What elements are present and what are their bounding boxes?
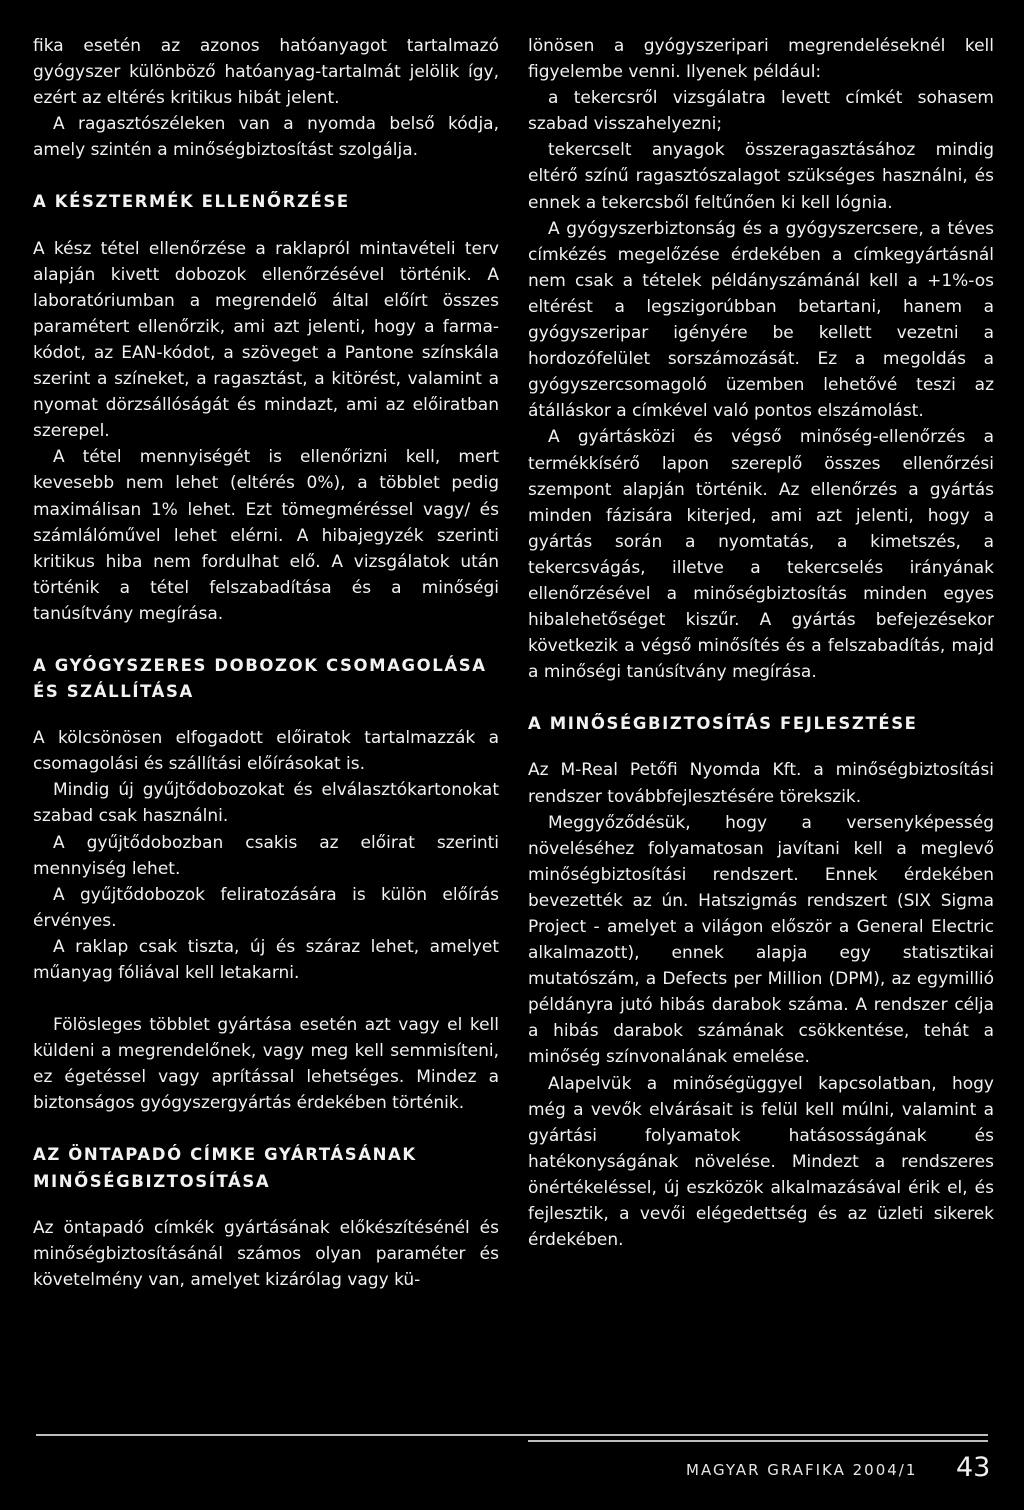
section-heading-packaging — [33, 653, 499, 705]
page-number: 43 — [956, 1452, 991, 1483]
paragraph: Mindig új gyűjtődobozokat és elválasztókartonokat szabad csak használni. — [33, 780, 499, 827]
paragraph: A gyűjtődobozban csakis az előirat szerinti mennyiség lehet. — [33, 832, 499, 879]
journal-name: MAGYAR GRAFIKA 2004/1 — [686, 1461, 918, 1479]
paragraph: lönösen a gyógyszeripari megrendeléseknél kell figyelembe venni. Ilyenek például: — [528, 36, 994, 83]
paragraph: tekercselt anyagok összeragasztásához mindig eltérő színű ragasztószalagot szükséges használni, és ennek a tekercsből feltűnően ki kell lógnia. — [528, 140, 994, 213]
heading-line: MINŐSÉGBIZTOSÍTÁSA — [33, 1171, 271, 1191]
section-heading-finished-product: A KÉSZTERMÉK ELLENŐRZÉSE — [33, 192, 350, 212]
paragraph: Az M-Real Petőfi Nyomda Kft. a minőségbiztosítási rendszer továbbfejlesztésére törekszik. — [528, 760, 994, 807]
paragraph: Fölösleges többlet gyártása esetén azt vagy el kell küldeni a megrendelőnek, vagy meg kell semmisíteni, ez égetéssel vagy aprítással lehetséges. Mindez a biztonságos gyógyszergyártás érdekében történik. — [33, 1015, 499, 1114]
paragraph: fika esetén az azonos hatóanyagot tartalmazó gyógyszer különböző hatóanyag-tartalmát jelölik így, ezért az eltérés kritikus hibát jelent. — [33, 36, 499, 109]
heading-line: ÉS SZÁLLÍTÁSA — [33, 682, 194, 702]
section-heading-label-production — [33, 1142, 499, 1194]
footer-rule — [528, 1440, 988, 1442]
heading-line: A GYÓGYSZERES DOBOZOK CSOMAGOLÁSA — [33, 655, 487, 675]
right-column — [528, 33, 994, 1253]
paragraph: A raklap csak tiszta, új és száraz lehet, amelyet műanyag fóliával kell letakarni. — [33, 936, 499, 983]
paragraph: Az öntapadó címkék gyártásának előkészítésénél és minőségbiztosításánál számos olyan paraméter és követelmény van, amelyet kizárólag vagy kü- — [33, 1217, 499, 1290]
paragraph: A tétel mennyiségét is ellenőrizni kell, mert kevesebb nem lehet (eltérés 0%), a többlet pedig maximálisan 1% lehet. Ezt tömegméréssel vagy/ és számlálóművel lehet elérni. A hibajegyzék szerinti kritikus hiba nem fordulhat elő. A vizsgálatok után történik a tétel felszabadítása és a minőségi tanúsítvány megírása. — [33, 447, 499, 624]
paragraph: A gyűjtődobozok feliratozására is külön előírás érvényes. — [33, 884, 499, 931]
paragraph: Meggyőződésük, hogy a versenyképesség növeléséhez folyamatosan javítani kell a meglevő minőségbiztosítási rendszert. Ennek érdekében bevezették az ún. Hatszigmás rendszert (SIX Sigma Project - amelyet a világon először a General Electric alkalmazott), ennek alapja egy statisztikai mutatószám, a Defects per Million (DPM), az egymillió példányra jutó hibás darabok száma. A rendszer célja a hibás darabok számának csökkentése, tehát a minőség színvonalának emelése. — [528, 812, 994, 1068]
section-heading-quality-development: A MINŐSÉGBIZTOSÍTÁS FEJLESZTÉSE — [528, 714, 918, 734]
paragraph: a tekercsről vizsgálatra levett címkét sohasem szabad visszahelyezni; — [528, 88, 994, 135]
heading-line: AZ ÖNTAPADÓ CÍMKE GYÁRTÁSÁNAK — [33, 1145, 417, 1165]
paragraph: A kész tétel ellenőrzése a raklapról mintavételi terv alapján kivett dobozok ellenőrzésével történik. A laboratóriumban a megrendelő által előírt összes paramétert ellenőrzik, ami azt jelenti, hogy a farma-kódot, az EAN-kódot, a szöveget a Pantone színskála szerint a színeket, a ragasztást, a kitörést, valamint a nyomat dörzsállóságát és mindazt, ami az előiratban szerepel. — [33, 238, 499, 442]
paragraph: A gyógyszerbiztonság és a gyógyszercsere, a téves címkézés megelőzése érdekében a címkegyártásnál nem csak a tételek példányszámánál kell a +1%-os eltérést a legszigorúbban betartani, hanem a gyógyszeripar igényére be kellett vezetni a hordozófelület sorszámozását. Ez a megoldás a gyógyszercsomagoló üzemben lehetővé teszi az átálláskor a címkével való pontos elszámolást. — [528, 218, 994, 422]
paragraph: A kölcsönösen elfogadott előiratok tartalmazzák a csomagolási és szállítási előírásokat is. — [33, 728, 499, 775]
footer-rule — [36, 1434, 988, 1436]
left-column — [33, 33, 499, 1293]
paragraph: Alapelvük a minőségüggyel kapcsolatban, hogy még a vevők elvárásait is felül kell múlni, valamint a gyártási folyamatok hatásosságának és hatékonyságának növelése. Mindezt a rendszeres önértékeléssel, új eszközök alkalmazásával érik el, és fejlesztik, a vevői elégedettség és az üzleti sikerek érdekében. — [528, 1073, 994, 1251]
paragraph: A ragasztószéleken van a nyomda belső kódja, amely szintén a minőségbiztosítást szolgálja. — [33, 114, 499, 161]
paragraph: A gyártásközi és végső minőség-ellenőrzés a termékkísérő lapon szereplő összes ellenőrzési szempont alapján történik. Az ellenőrzés a gyártás minden fázisára kiterjed, ami azt jelenti, hogy a gyártás során a nyomtatás, a kimetszés, a tekercsvágás, illetve a tekercselés irányának ellenőrzésével a minőségbiztosítás minden egyes hibalehetőséget kiszűr. A gyártás befejezésekor következik a végső minősítés és a felszabadítás, majd a minőségi tanúsítvány megírása. — [528, 427, 994, 683]
